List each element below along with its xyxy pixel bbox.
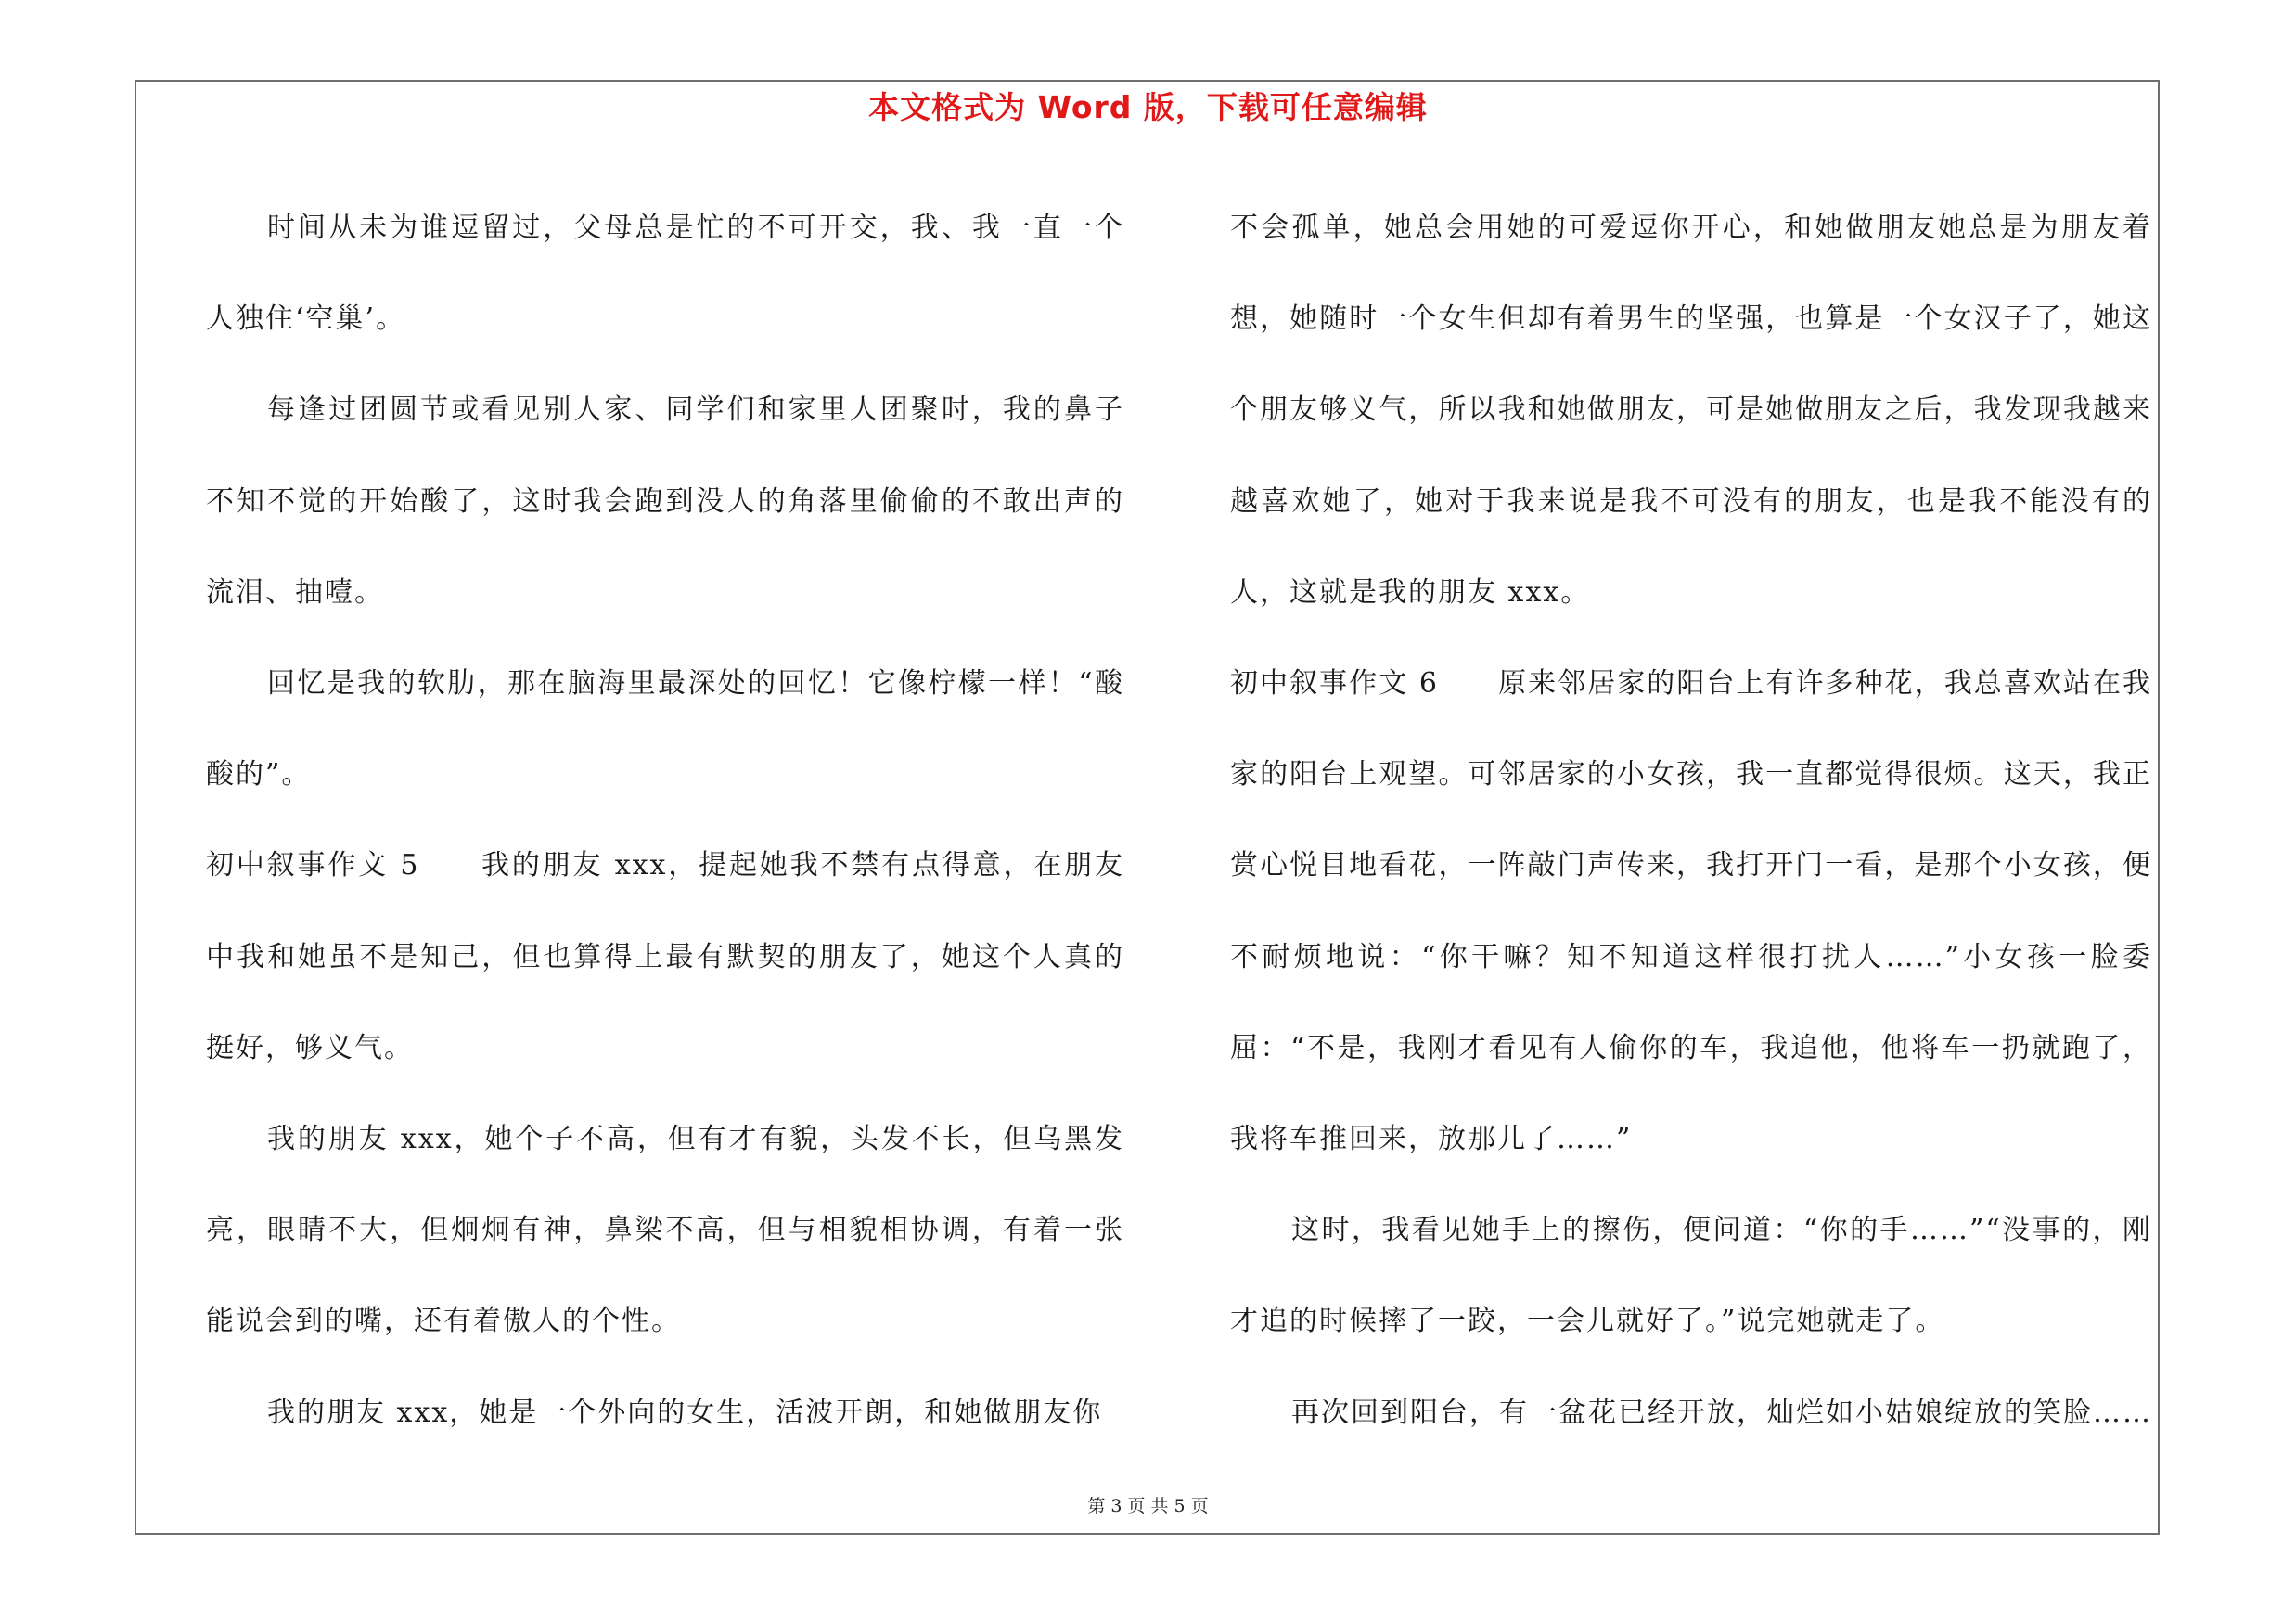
- right-text-column: [1230, 183, 2152, 1459]
- body-paragraph: 初中叙事作文 5 我的朋友 xxx，提起她我不禁有点得意，在朋友中我和她虽不是知己，但也算得上最有默契的朋友了，她这个人真的挺好，够义气。: [206, 849, 1124, 1064]
- body-paragraph: 初中叙事作文 6 原来邻居家的阳台上有许多种花，我总喜欢站在我家的阳台上观望。可邻居家的小女孩，我一直都觉得很烦。这天，我正赏心悦目地看花，一阵敲门声传来，我打开门一看，是那个小女孩，便不耐烦地说：“你干嘛？知不知道这样很打扰人……”小女孩一脸委屈：“不是，我刚才看见有人偷你的车，我追他，他将车一扔就跑了，我将车推回来，放那儿了……”: [1230, 667, 2152, 1156]
- format-banner: 本文格式为 Word 版，下载可任意编辑: [868, 89, 1428, 125]
- page-number-footer: 第 3 页 共 5 页: [1087, 1496, 1209, 1516]
- left-text-column: [206, 183, 1124, 1459]
- body-paragraph: 这时，我看见她手上的擦伤，便问道：“你的手……”“没事的，刚才追的时候摔了一跤，一会儿就好了。”说完她就走了。: [1230, 1214, 2152, 1338]
- body-paragraph: 时间从未为谁逗留过，父母总是忙的不可开交，我、我一直一个人独住‘空巢’。: [206, 212, 1124, 336]
- body-paragraph: 我的朋友 xxx，她个子不高，但有才有貌，头发不长，但乌黑发亮，眼睛不大，但炯炯有神，鼻梁不高，但与相貌相协调，有着一张能说会到的嘴，还有着傲人的个性。: [206, 1123, 1124, 1338]
- body-paragraph: 每逢过团圆节或看见别人家、同学们和家里人团聚时，我的鼻子不知不觉的开始酸了，这时我会跑到没人的角落里偷偷的不敢出声的流泪、抽噎。: [206, 393, 1124, 609]
- body-paragraph: 回忆是我的软肋，那在脑海里最深处的回忆！它像柠檬一样！“酸酸的”。: [206, 667, 1124, 792]
- body-paragraph: 再次回到阳台，有一盆花已经开放，灿烂如小姑娘绽放的笑脸……: [1291, 1396, 2152, 1429]
- body-paragraph: 我的朋友 xxx，她是一个外向的女生，活波开朗，和她做朋友你: [267, 1396, 1103, 1429]
- body-paragraph: 不会孤单，她总会用她的可爱逗你开心，和她做朋友她总是为朋友着想，她随时一个女生但却有着男生的坚强，也算是一个女汉子了，她这个朋友够义气，所以我和她做朋友，可是她做朋友之后，我发现我越来越喜欢她了，她对于我来说是我不可没有的朋友，也是我不能没有的人，这就是我的朋友 xxx。: [1230, 212, 2152, 609]
